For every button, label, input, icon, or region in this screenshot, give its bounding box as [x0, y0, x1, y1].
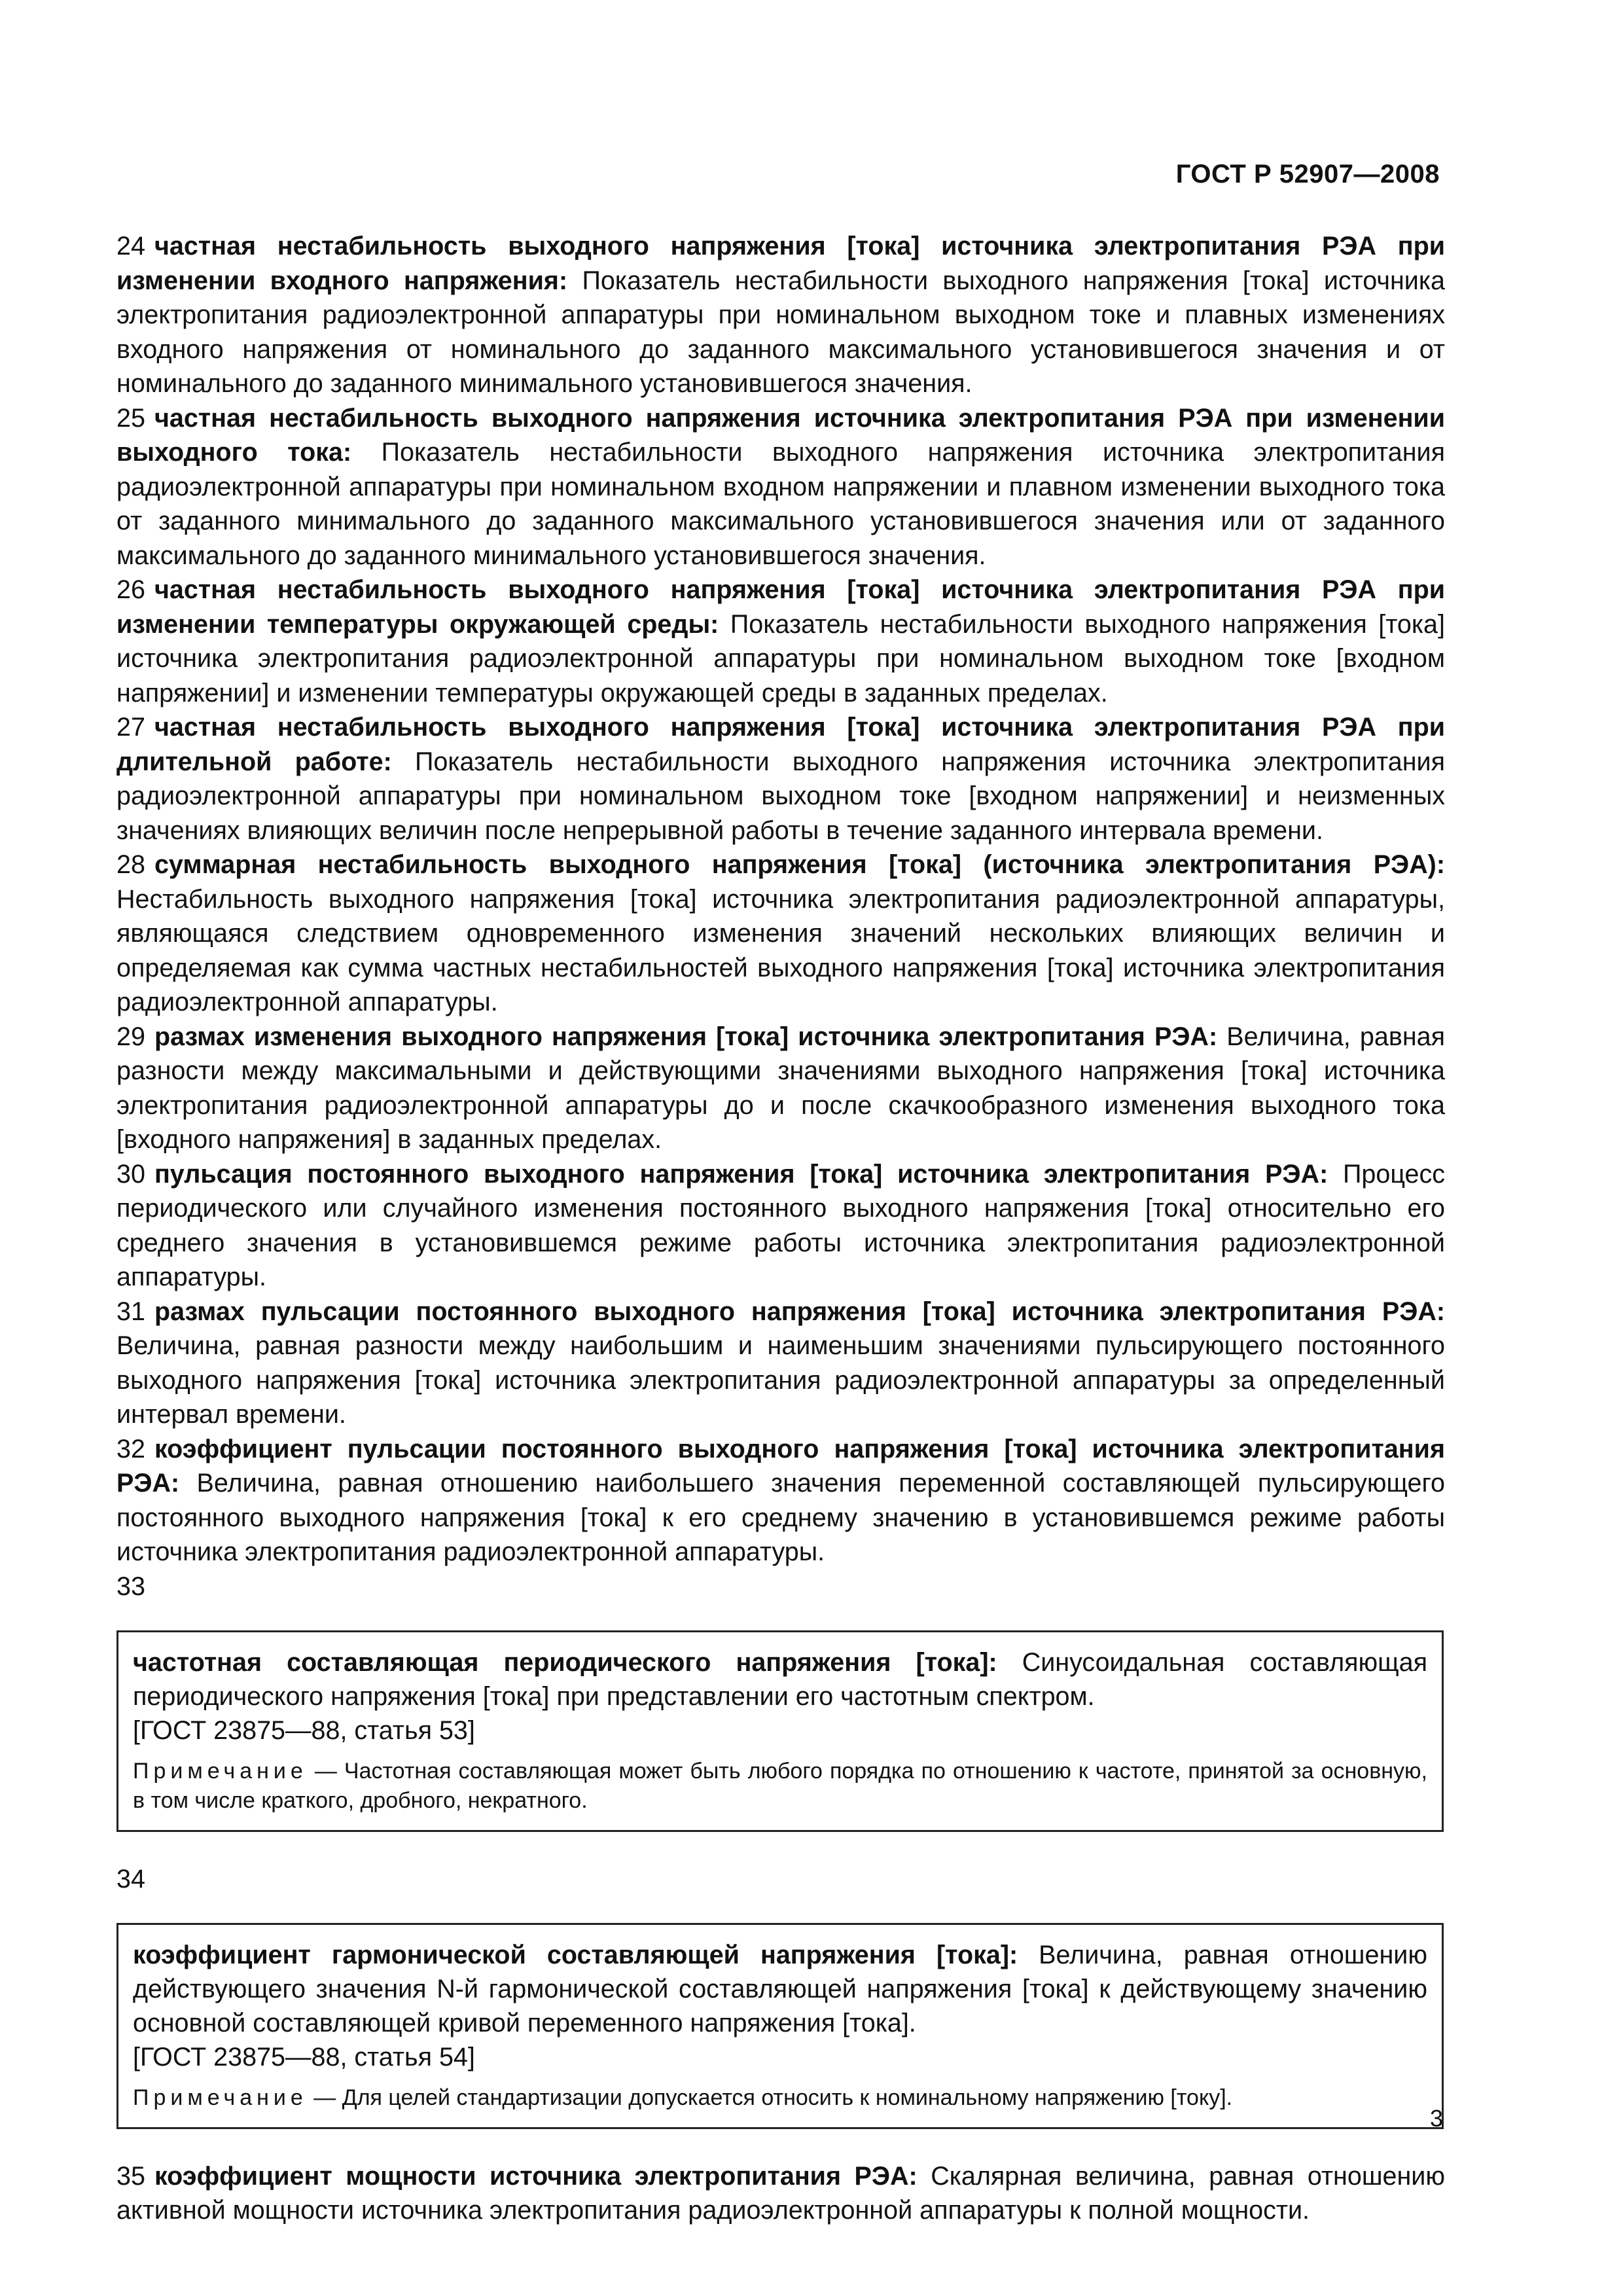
term-name: частотная составляющая периодического напряжения [тока]:: [133, 1647, 997, 1677]
term-definition: Показатель нестабильности выходного напряжения [тока] источника электропитания радиоэлектронной аппаратуры при номинальном выходном токе и плавных изменениях входного напряжения от номинального до заданного максимального установившегося значения и от номинального до заданного минимального установившегося значения.: [116, 266, 1445, 398]
entry-number-34: 34: [116, 1864, 145, 1893]
term-entry-29: [116, 1020, 1445, 1157]
standard-designation: ГОСТ Р 52907—2008: [1175, 160, 1440, 188]
term-entry-30: [116, 1157, 1445, 1295]
entry-number: 30: [116, 1159, 145, 1189]
term-name: коэффициент мощности источника электропитания РЭА:: [154, 2161, 918, 2191]
note: [133, 2083, 1427, 2113]
term-definition: Нестабильность выходного напряжения [тока] источника электропитания радиоэлектронной аппаратуры, являющаяся следствием одновременного изменения значений нескольких влияющих величин и определяемая как сумма частных нестабильностей выходного напряжения [тока] источника электропитания радиоэлектронной аппаратуры.: [116, 884, 1445, 1016]
term-definition: Показатель нестабильности выходного напряжения источника электропитания радиоэлектронной аппаратуры при номинальном выходном токе [входном напряжении] и неизменных значениях влияющих величин после непрерывной работы в течение заданного интервала времени.: [116, 747, 1445, 845]
term-name: частная нестабильность выходного напряжения источника электропитания РЭА при изменении выходного тока:: [116, 403, 1445, 467]
term-definition: Синусоидальная составляющая периодического напряжения [тока] при представлении его частотным спектром.: [133, 1647, 1427, 1711]
term-name: коэффициент гармонической составляющей напряжения [тока]:: [133, 1940, 1018, 1969]
note: [133, 1757, 1427, 1816]
entry-number-33: 33: [116, 1571, 145, 1601]
term-name: коэффициент пульсации постоянного выходного напряжения [тока] источника электропитания РЭА:: [116, 1434, 1445, 1498]
term-definition: Величина, равная разности между наибольшим и наименьшим значениями пульсирующего постоянного выходного напряжения [тока] источника электропитания радиоэлектронной аппаратуры за определенный интервал времени.: [116, 1331, 1445, 1429]
term-name: частная нестабильность выходного напряжения [тока] источника электропитания РЭА при изменении входного напряжения:: [116, 232, 1445, 295]
entry-number: 26: [116, 575, 145, 604]
term-definition: Величина, равная разности между максимальными и действующими значениями выходного напряжения [тока] источника электропитания радиоэлектронной аппаратуры до и после скачкообразного изменения выходного тока [входного напряжения] в заданных пределах.: [116, 1022, 1445, 1154]
note-label: Примечание: [133, 2085, 308, 2110]
note-text: — Для целей стандартизации допускается относить к номинальному напряжению [току].: [313, 2085, 1233, 2110]
entry-number: 35: [116, 2161, 145, 2191]
term-entry-24: [116, 229, 1445, 401]
term-entry-26: [116, 573, 1445, 710]
term-definition: Величина, равная отношению действующего значения N-й гармонической составляющей напряжения [тока] к действующему значению основной составляющей кривой переменного напряжения [тока].: [133, 1940, 1427, 2037]
term-entry-25: [116, 401, 1445, 573]
entry-number: 29: [116, 1022, 145, 1051]
source-reference: [ГОСТ 23875—88, статья 53]: [133, 1715, 475, 1745]
term-entry-28: [116, 848, 1445, 1020]
entry-number: 25: [116, 403, 145, 433]
source-reference: [ГОСТ 23875—88, статья 54]: [133, 2042, 475, 2072]
term-definition: Величина, равная отношению наибольшего значения переменной составляющей пульсирующего постоянного выходного напряжения [тока] к его среднему значению в установившемся режиме работы источника электропитания радиоэлектронной аппаратуры.: [116, 1469, 1445, 1566]
term-entry-35: [116, 2159, 1445, 2228]
entry-number: 27: [116, 713, 145, 742]
term-definition: Скалярная величина, равная отношению активной мощности источника электропитания радиоэлектронной аппаратуры к полной мощности.: [116, 2161, 1445, 2225]
term-name: частная нестабильность выходного напряжения [тока] источника электропитания РЭА при длительной работе:: [116, 713, 1445, 776]
term-name: размах изменения выходного напряжения [тока] источника электропитания РЭА:: [154, 1022, 1218, 1051]
term-name: размах пульсации постоянного выходного напряжения [тока] источника электропитания РЭА:: [154, 1297, 1445, 1326]
note-label: Примечание: [133, 1758, 308, 1784]
quoted-term-box-34: [116, 1923, 1444, 2129]
entry-number: 24: [116, 232, 145, 260]
term-entry-32: [116, 1432, 1445, 1570]
note-text: — Частотная составляющая может быть любого порядка по отношению к частоте, принятой за основную, в том числе краткого, дробного, некратного.: [133, 1758, 1428, 1813]
quoted-term-text: [133, 1938, 1427, 2040]
entry-number: 31: [116, 1297, 145, 1326]
term-entry-31: [116, 1295, 1445, 1432]
term-name: суммарная нестабильность выходного напряжения [тока] (источника электропитания РЭА):: [154, 850, 1445, 879]
terms-list: [116, 229, 1445, 2228]
entry-number: 32: [116, 1434, 145, 1463]
quoted-term-text: [133, 1645, 1427, 1713]
term-definition: Показатель нестабильности выходного напряжения источника электропитания радиоэлектронной аппаратуры при номинальном входном напряжении и плавном изменении выходного тока от заданного минимального до заданного максимального установившегося значения или от заданного максимального до заданного минимального установившегося значения.: [116, 438, 1445, 570]
term-definition: Процесс периодического или случайного изменения постоянного выходного напряжения [тока] относительно его среднего значения в установившемся режиме работы источника электропитания радиоэлектронной аппаратуры.: [116, 1159, 1445, 1291]
term-entry-27: [116, 710, 1445, 848]
quoted-term-box-33: [116, 1630, 1444, 1832]
term-name: частная нестабильность выходного напряжения [тока] источника электропитания РЭА при изменении температуры окружающей среды:: [116, 575, 1445, 639]
term-name: пульсация постоянного выходного напряжения [тока] источника электропитания РЭА:: [154, 1159, 1329, 1189]
term-definition: Показатель нестабильности выходного напряжения [тока] источника электропитания радиоэлектронной аппаратуры при номинальном выходном токе [входном напряжении] и изменении температуры окружающей среды в заданных пределах.: [116, 609, 1445, 708]
entry-number: 28: [116, 850, 145, 879]
page-number: 3: [1429, 2105, 1443, 2132]
